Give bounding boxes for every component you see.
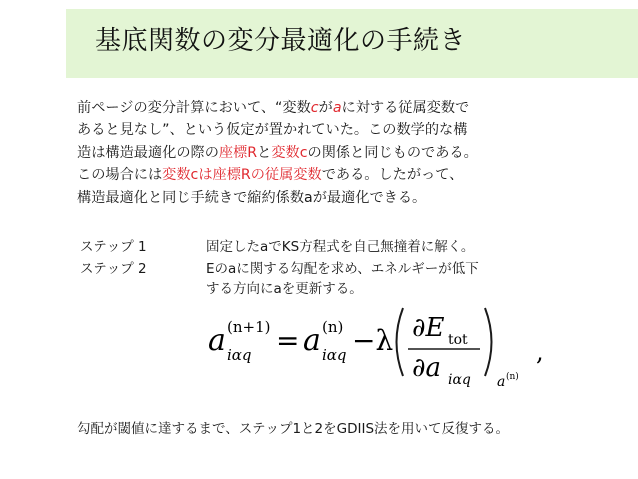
text-run: に対する従属変数で [341, 100, 470, 116]
footer-note: 勾配が閾値に達するまで、ステップ1と2をGDIIS法を用いて反復する。 [77, 421, 510, 437]
step-1-label: ステップ 1 [80, 239, 147, 255]
paragraph-line-5: 構造最適化と同じ手続きで縮約係数aが最適化できる。 [77, 189, 427, 206]
eq-denominator-sub: iαq [448, 372, 471, 388]
text-run: の関係と同じものである。 [307, 144, 478, 161]
text-run: が [318, 100, 333, 116]
highlight-coordinate-r: 座標R [218, 144, 258, 161]
text-run: この場合には [77, 167, 163, 184]
highlight-variable-a: a [332, 100, 342, 116]
left-paren-icon [397, 308, 404, 376]
eq-rhs-sub: iαq [322, 346, 347, 364]
paragraph-line-4 [77, 164, 597, 186]
step-2-label: ステップ 2 [80, 261, 147, 277]
eq-numerator-sub: tot [448, 332, 468, 348]
eq-comma: , [536, 338, 544, 366]
eq-lhs-base: a [208, 323, 226, 358]
eq-equals: = [276, 324, 300, 357]
update-equation [200, 300, 550, 390]
step-2-text-line-2: する方向にaを更新する。 [206, 281, 363, 297]
highlight-variable-c: c [310, 100, 319, 116]
eq-rhs-base: a [303, 323, 321, 358]
text-run: 前ページの変分計算において、“変数 [77, 100, 311, 116]
text-run: と [257, 144, 272, 161]
eq-eval-sub: a [497, 374, 506, 390]
eq-minus-lambda: −λ [352, 324, 394, 357]
highlight-variable-c: 変数c [271, 144, 308, 161]
step-1-text: 固定したaでKS方程式を自己無撞着に解く。 [206, 239, 475, 255]
paragraph-line-2: あると見なし”、という仮定が置かれていた。この数学的な構 [77, 122, 468, 139]
page-title: 基底関数の変分最適化の手続き [95, 26, 467, 56]
step-2-text-line-1: Eのaに関する勾配を求め、エネルギーが低下 [206, 261, 479, 277]
paragraph-line-3 [77, 142, 597, 164]
eq-lhs-sub: iαq [227, 346, 252, 364]
right-paren-icon [485, 308, 492, 376]
text-run: 造は構造最適化の際の [77, 144, 219, 161]
paragraph-line-1 [77, 97, 597, 119]
highlight-dependent-variable: 変数cは座標Rの従属変数 [162, 167, 322, 184]
text-run: である。したがって、 [321, 167, 464, 184]
eq-eval-sup: (n) [506, 372, 519, 382]
eq-rhs-sup: (n) [322, 318, 344, 336]
body-paragraph [77, 97, 597, 209]
eq-lhs-sup: (n+1) [227, 318, 271, 336]
eq-numerator: ∂E [412, 313, 445, 343]
eq-denominator: ∂a [412, 353, 441, 383]
